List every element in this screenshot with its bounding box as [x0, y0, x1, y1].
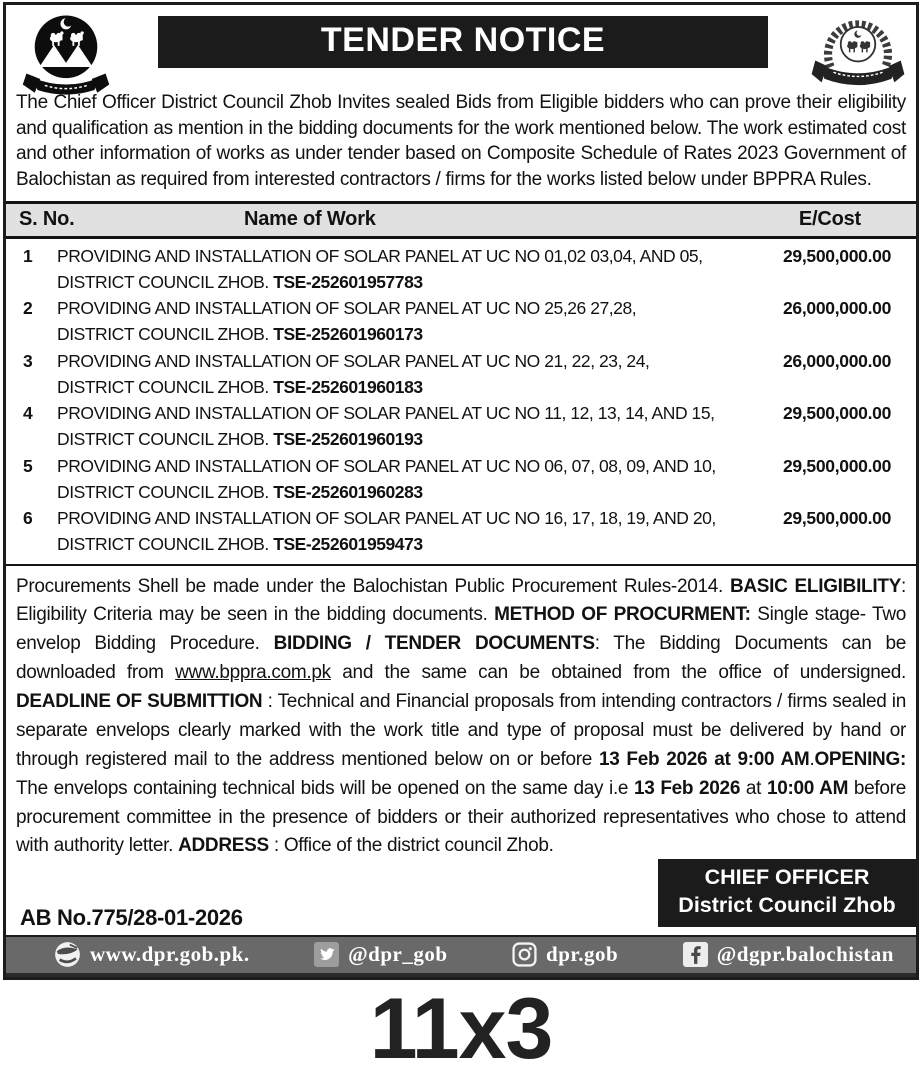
table-row: [6, 400, 916, 453]
notice-header: [6, 5, 916, 84]
row-work-name: [57, 243, 717, 296]
table-row: [6, 453, 916, 506]
terms-paragraph: [16, 573, 906, 862]
terms-heading-deadline-of-submission: DEADLINE OF SUBMITTION: [16, 691, 263, 713]
table-row: [6, 505, 916, 558]
work-tse-number: TSE-252601960283: [273, 481, 423, 502]
terms-text: before procurement committee in the presence of bidders or their authorized representatives who chose to attend with authority letter.: [16, 777, 906, 857]
ad-size-label: 11x3: [369, 981, 553, 1077]
terms-heading-opening: OPENING:: [814, 748, 906, 770]
terms-text: Single stage- Two envelop Bidding Procedure.: [16, 604, 907, 655]
website-link[interactable]: [54, 941, 250, 968]
row-work-name: [57, 505, 717, 558]
row-work-name: [57, 400, 717, 453]
opening-date: 13 Feb 2026: [634, 777, 741, 799]
row-cost: 29,500,000.00: [782, 508, 891, 529]
terms-text: The envelops containing technical bids will be opened on the same day i.e: [16, 777, 634, 799]
officer-title: CHIEF OFFICER: [704, 865, 870, 890]
work-tse-number: TSE-252601959473: [273, 534, 423, 555]
bppra-website-link[interactable]: www.bppra.com.pk: [175, 662, 331, 684]
intro-paragraph: The Chief Officer District Council Zhob Invites sealed Bids from Eligible bidders who can prove their eligibility and qualification as mention in the bidding documents for the work mentioned below. The work estimated cost and other information of works as under tender based on Composite Schedule of Rates 2023 Government of Balochistan as required from interested contractors / firms for the works listed below under BPPRA Rules.: [16, 92, 906, 190]
row-sno: 3: [23, 350, 33, 371]
ab-number: AB No.775/28-01-2026: [20, 905, 243, 931]
terms-heading-address: ADDRESS: [178, 835, 269, 857]
terms-heading-bidding-tender-documents: BIDDING / TENDER DOCUMENTS: [273, 633, 595, 655]
work-tse-number: TSE-252601957783: [273, 271, 423, 292]
table-row: [6, 295, 916, 348]
website-url: www.dpr.gob.pk.: [90, 942, 250, 967]
row-cost: 29,500,000.00: [782, 403, 891, 424]
opening-time: 10:00 AM: [766, 777, 849, 799]
terms-text: : Technical and Financial proposals from intending contractors / firms sealed in separate envelops clearly marked with the work title and type of proposal must be delivered by hand or through registered mail to the address mentioned below on or before: [16, 691, 906, 770]
twitter-handle: @dpr_gob: [348, 942, 448, 967]
terms-text: : The Bidding Documents can be downloaded from: [16, 633, 906, 684]
notice-box: [3, 2, 919, 980]
instagram-icon: [512, 942, 537, 967]
row-cost: 26,000,000.00: [782, 298, 891, 319]
row-sno: 6: [23, 508, 33, 529]
officer-organization: District Council Zhob: [678, 893, 896, 918]
terms-text: Procurements Shell be made under the Balochistan Public Procurement Rules-2014.: [16, 575, 730, 597]
table-header-row: [6, 204, 916, 239]
row-work-name: [57, 453, 717, 506]
work-tse-number: TSE-252601960183: [273, 376, 423, 397]
twitter-link[interactable]: [314, 942, 447, 967]
terms-text: : Eligibility Criteria may be seen in the bidding documents.: [16, 575, 907, 626]
row-work-name: [57, 295, 717, 348]
submission-deadline-datetime: 13 Feb 2026 at 9:00 AM: [598, 748, 810, 770]
row-sno: 1: [23, 245, 33, 266]
column-header-ecost: E/Cost: [798, 207, 861, 230]
row-sno: 2: [23, 298, 33, 319]
work-description: PROVIDING AND INSTALLATION OF SOLAR PANEL AT UC NO 01,02 03,04, AND 05, DISTRICT COUNCIL ZHOB.: [57, 245, 703, 292]
terms-heading-method-of-procurement: METHOD OF PROCURMENT:: [494, 604, 751, 626]
facebook-link[interactable]: [683, 942, 894, 967]
notice-title-bar: [158, 16, 768, 68]
work-description: PROVIDING AND INSTALLATION OF SOLAR PANEL AT UC NO 16, 17, 18, 19, AND 20, DISTRICT COUNCIL ZHOB.: [57, 508, 716, 555]
row-work-name: [57, 348, 717, 401]
column-header-sno: S. No.: [19, 207, 75, 230]
terms-text: at: [740, 777, 767, 799]
table-body: [6, 239, 916, 566]
row-sno: 5: [23, 455, 33, 476]
row-cost: 26,000,000.00: [782, 350, 891, 371]
work-description: PROVIDING AND INSTALLATION OF SOLAR PANEL AT UC NO 11, 12, 13, 14, AND 15, DISTRICT COUNCIL ZHOB.: [57, 403, 715, 450]
terms-text: and the same can be obtained from the office of undersigned.: [330, 662, 906, 684]
table-row: [6, 243, 916, 296]
notice-title: TENDER NOTICE: [320, 21, 606, 59]
row-cost: 29,500,000.00: [782, 245, 891, 266]
twitter-icon: [314, 942, 339, 967]
facebook-handle: @dgpr.balochistan: [716, 942, 894, 967]
row-cost: 29,500,000.00: [782, 455, 891, 476]
globe-icon: [54, 941, 81, 968]
work-tse-number: TSE-252601960193: [273, 429, 423, 450]
work-description: PROVIDING AND INSTALLATION OF SOLAR PANEL AT UC NO 25,26 27,28, DISTRICT COUNCIL ZHOB.: [57, 298, 637, 345]
table-row: [6, 348, 916, 401]
tender-notice-page: [0, 2, 922, 1077]
work-tse-number: TSE-252601960173: [273, 324, 423, 345]
terms-text: : Office of the district council Zhob.: [268, 835, 554, 857]
signoff-section: [6, 863, 916, 935]
facebook-icon: [683, 942, 708, 967]
officer-signature-box: [658, 859, 916, 927]
terms-text: .: [809, 748, 815, 770]
work-description: PROVIDING AND INSTALLATION OF SOLAR PANEL AT UC NO 06, 07, 08, 09, AND 10, DISTRICT COUNCIL ZHOB.: [57, 455, 716, 502]
terms-heading-basic-eligibility: BASIC ELIGIBILITY: [729, 575, 902, 597]
instagram-link[interactable]: [512, 942, 618, 967]
works-table: [6, 201, 916, 566]
work-description: PROVIDING AND INSTALLATION OF SOLAR PANEL AT UC NO 21, 22, 23, 24, DISTRICT COUNCIL ZHOB.: [57, 350, 650, 397]
footer-social-bar: [6, 935, 916, 977]
instagram-handle: dpr.gob: [546, 942, 619, 967]
row-sno: 4: [23, 403, 33, 424]
column-header-name-of-work: Name of Work: [244, 207, 376, 230]
